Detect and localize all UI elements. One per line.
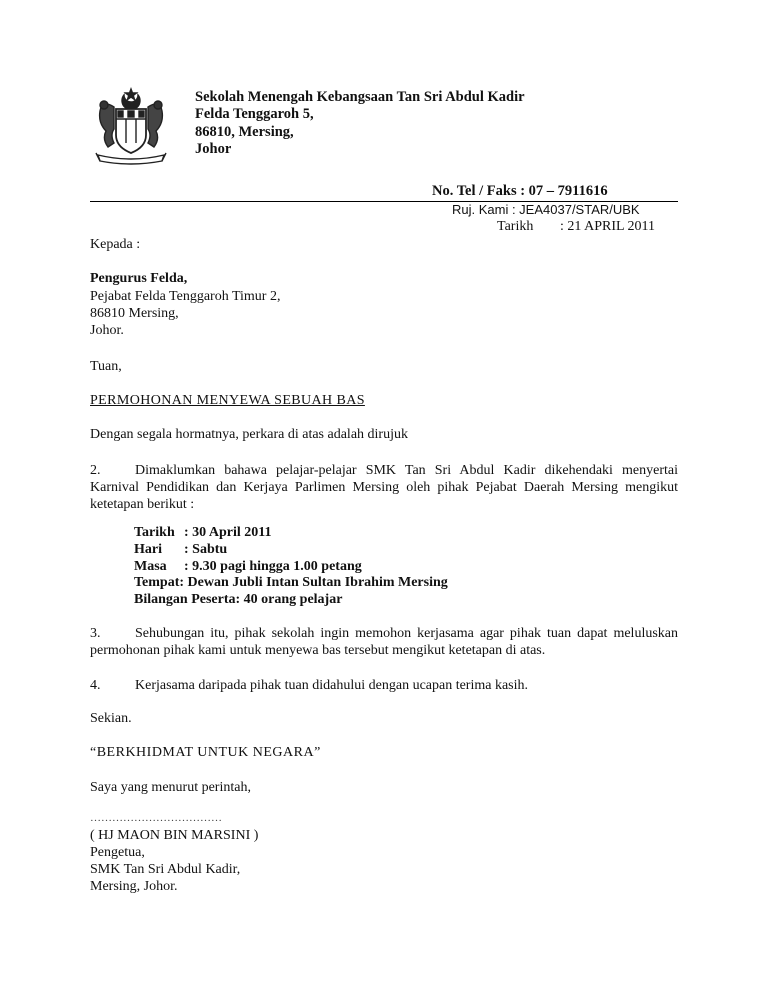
motto: “BERKHIDMAT UNTUK NEGARA” [90,745,321,760]
detail-masa-label: Masa [134,559,167,574]
school-address-line2: 86810, Mersing, [195,124,294,140]
signatory-school: SMK Tan Sri Abdul Kadir, [90,862,241,877]
detail-hari-value: : Sabtu [184,542,228,557]
detail-tempat: Tempat: Dewan Jubli Intan Sultan Ibrahim Mersing [134,575,448,590]
para3-number: 3. [90,626,101,641]
closing-saya: Saya yang menurut perintah, [90,780,251,795]
signature-dots: ……………………………… [90,812,222,824]
reference-number: Ruj. Kami : JEA4037/STAR/UBK [452,202,640,217]
recipient-address-line3: Johor. [90,323,124,338]
date-label: Tarikh [497,219,534,234]
salutation: Tuan, [90,359,122,374]
date-value: : 21 APRIL 2011 [560,219,656,234]
kepada-label: Kepada : [90,237,141,252]
detail-masa-value: : 9.30 pagi hingga 1.00 petang [184,559,362,574]
para3-text: Sehubungan itu, pihak sekolah ingin memohon kerjasama agar pihak tuan dapat meluluskan permohonan pihak kami untuk menyewa bas tersebut mengikut ketetapan di atas. [90,626,678,658]
school-address-line3: Johor [195,141,232,157]
closing-sekian: Sekian. [90,711,132,726]
opening-line: Dengan segala hormatnya, perkara di atas adalah dirujuk [90,427,408,442]
detail-bilangan: Bilangan Peserta: 40 orang pelajar [134,592,343,607]
school-name: Sekolah Menengah Kebangsaan Tan Sri Abdul Kadir [195,89,525,105]
signatory-name: ( HJ MAON BIN MARSINI ) [90,828,259,843]
coat-of-arms-icon [88,85,174,165]
para4-number: 4. [90,678,101,693]
detail-tarikh-value: : 30 April 2011 [184,525,272,540]
detail-tarikh-label: Tarikh [134,525,175,540]
subject-heading: PERMOHONAN MENYEWA SEBUAH BAS [90,393,365,408]
signatory-place: Mersing, Johor. [90,879,178,894]
school-address-line1: Felda Tenggaroh 5, [195,106,314,122]
recipient-address-line1: Pejabat Felda Tenggaroh Timur 2, [90,289,281,304]
para4-text: Kerjasama daripada pihak tuan didahului dengan ucapan terima kasih. [135,678,529,693]
recipient-name: Pengurus Felda, [90,271,188,286]
para2-number: 2. [90,463,101,478]
tel-fax: No. Tel / Faks : 07 – 7911616 [432,183,608,199]
recipient-address-line2: 86810 Mersing, [90,306,179,321]
para2-text: Dimaklumkan bahawa pelajar-pelajar SMK Tan Sri Abdul Kadir dikehendaki menyertai Karnival Pendidikan dan Kerjaya Parlimen Mersing oleh pihak Pejabat Daerah Mersing mengikut ketetapan berikut : [90,463,678,512]
signatory-title: Pengetua, [90,845,145,860]
detail-hari-label: Hari [134,542,162,557]
